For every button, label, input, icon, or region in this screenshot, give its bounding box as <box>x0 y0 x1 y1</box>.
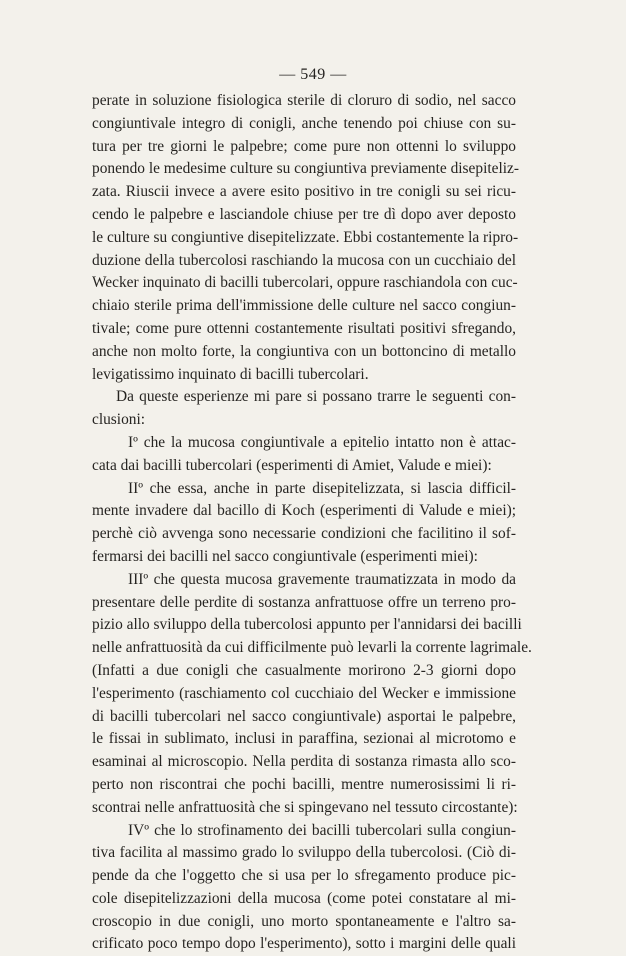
text-line: croscopio in due conigli, uno morto spontaneamente e l'altro sa- <box>92 912 516 930</box>
text-line: cata dai bacilli tubercolari (esperimenti di Amiet, Valude e miei): <box>92 456 492 474</box>
text-line: IVº che lo strofinamento dei bacilli tubercolari sulla congiun- <box>128 821 516 839</box>
text-line: crificato poco tempo dopo l'esperimento), sotto i margini delle quali <box>92 935 516 953</box>
text-line: Iº che la mucosa congiuntivale a epitelio intatto non è attac- <box>128 433 516 451</box>
text-line: nelle anfrattuosità da cui difficilmente può levarli la corrente lagrimale. <box>92 639 532 657</box>
text-line: esaminai al microscopio. Nella perdita di sostanza rimasta allo sco- <box>92 753 516 771</box>
text-line: presentare delle perdite di sostanza anfrattuose offre un terreno pro- <box>92 593 516 611</box>
text-line: tiva facilita al massimo grado lo sviluppo della tubercolosi. (Ciò di- <box>92 844 516 862</box>
text-line: l'esperimento (raschiamento col cucchiaio del Wecker e immissione <box>92 684 516 702</box>
text-line: tura per tre giorni le palpebre; come pure non ottenni lo sviluppo <box>92 137 516 155</box>
text-line: pende da che l'oggetto che si usa per lo sfregamento produce pic- <box>92 867 516 885</box>
text-line: perchè ciò avvenga sono necessarie condizioni che facilitino il sof- <box>92 525 516 543</box>
body-text <box>92 90 532 956</box>
text-line: (Infatti a due conigli che casualmente morirono 2-3 giorni dopo <box>92 661 516 679</box>
text-line: congiuntivale integro di conigli, anche tenendo poi chiuse con su- <box>92 114 516 132</box>
text-line: perto non riscontrai che pochi bacilli, mentre numerosissimi li ri- <box>92 775 516 793</box>
text-line: cendo le palpebre e lasciandole chiuse per tre dì dopo aver deposto <box>92 205 516 223</box>
text-line: fermarsi dei bacilli nel sacco congiuntivale (esperimenti miei): <box>92 547 478 565</box>
text-line: Da queste esperienze mi pare si possano trarre le seguenti con- <box>116 388 516 406</box>
text-line: Wecker inquinato di bacilli tubercolari, oppure raschiandola con cuc- <box>92 274 518 292</box>
text-line: IIIº che questa mucosa gravemente traumatizzata in modo da <box>128 570 516 588</box>
text-line: cole disepitelizzazioni della mucosa (come potei constatare al mi- <box>92 889 516 907</box>
text-line: di bacilli tubercolari nel sacco congiuntivale) asportai le palpebre, <box>92 707 516 725</box>
text-line: perate in soluzione fisiologica sterile di cloruro di sodio, nel sacco <box>92 92 516 109</box>
text-line: pizio allo sviluppo della tubercolosi appunto per l'annidarsi dei bacilli <box>92 616 522 634</box>
text-line: scontrai nelle anfrattuosità che si spingevano nel tessuto circostante): <box>92 798 518 816</box>
text-line: clusioni: <box>92 411 146 429</box>
text-line: le culture su congiuntive disepitelizzate. Ebbi costantemente la ripro- <box>92 228 519 246</box>
text-line: le fissai in sublimato, inclusi in paraffina, sezionai al microtomo e <box>92 730 516 748</box>
text-line: mente invadere dal bacillo di Koch (esperimenti di Valude e miei); <box>92 502 516 520</box>
text-line: tivale; come pure ottenni costantemente risultati positivi sfregando, <box>92 319 516 337</box>
text-line: levigatissimo inquinato di bacilli tubercolari. <box>92 365 369 383</box>
text-line: IIº che essa, anche in parte disepitelizzata, si lascia difficil- <box>128 479 516 497</box>
text-line: ponendo le medesime culture su congiuntiva previamente disepiteliz- <box>92 160 519 178</box>
text-line: zata. Riuscii invece a avere esito positivo in tre conigli su sei ricu- <box>92 183 516 201</box>
text-line: anche non molto forte, la congiuntiva con un bottoncino di metallo <box>92 342 516 360</box>
page-number: — 549 — <box>279 66 347 83</box>
text-line: duzione della tubercolosi raschiando la mucosa con un cucchiaio del <box>92 251 516 269</box>
text-line: chiaio sterile prima dell'immissione delle culture nel sacco congiun- <box>92 297 516 315</box>
